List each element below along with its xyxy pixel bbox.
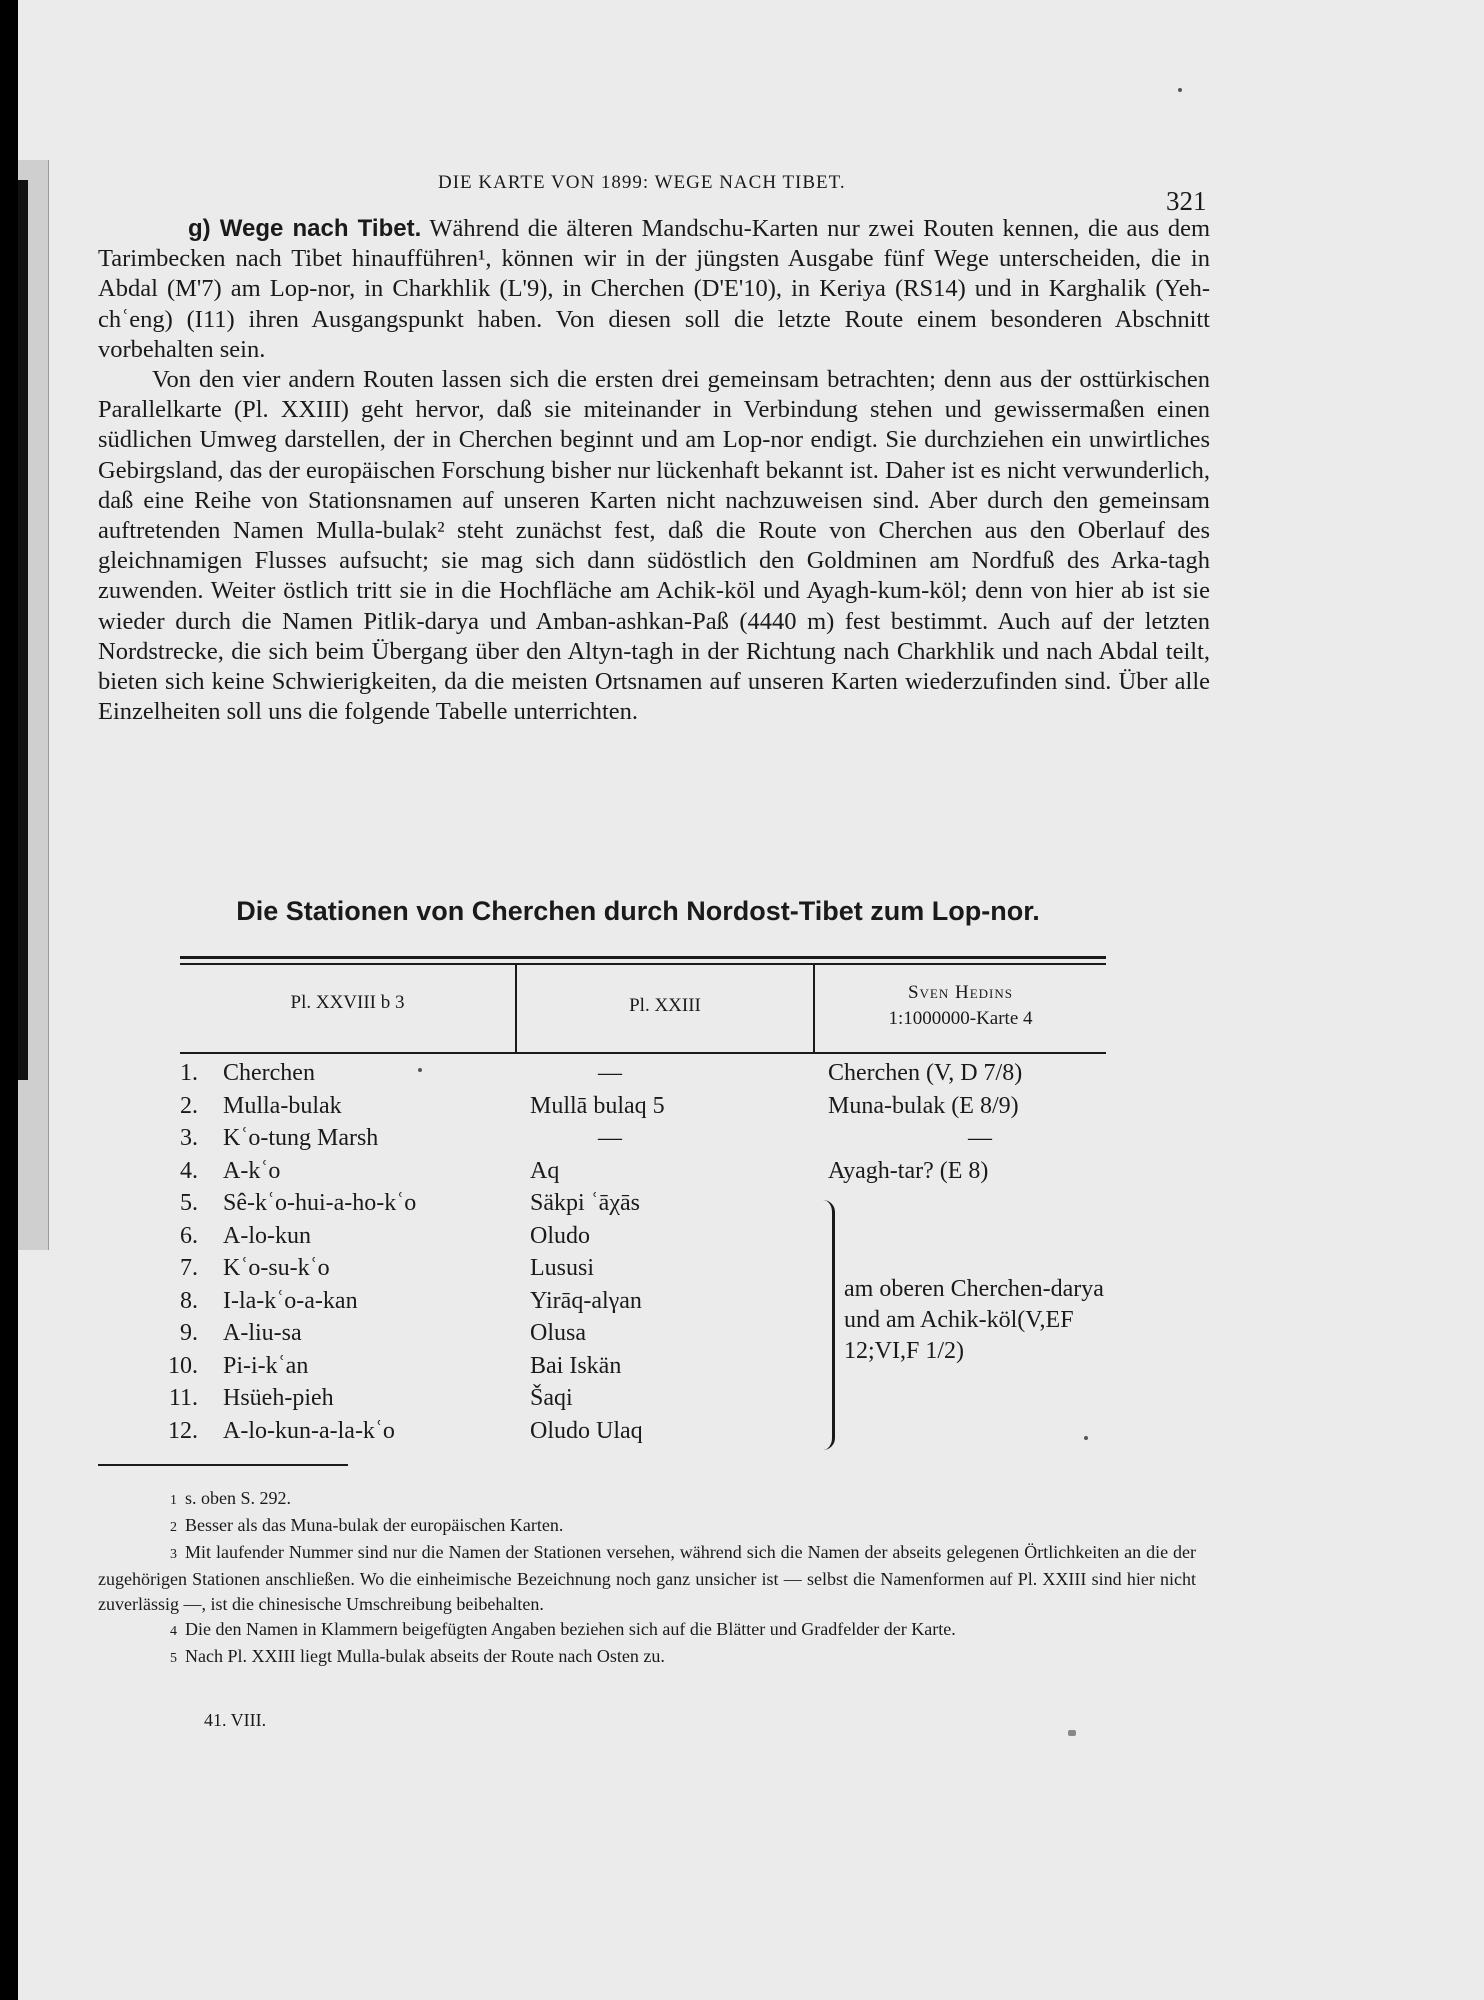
table-row	[18, 1093, 1484, 1125]
station-name: Hsüeh-pieh	[223, 1385, 334, 1411]
pl23-name: Bai Iskän	[530, 1352, 622, 1379]
station-name: A-lo-kun-a-la-kʿo	[223, 1417, 395, 1444]
footnote	[98, 1513, 1196, 1540]
row-number: 12.	[168, 1417, 198, 1444]
table-row	[18, 1158, 1484, 1190]
scanned-page	[18, 0, 1484, 2000]
table-row	[18, 1223, 1484, 1255]
station-name: A-kʿo	[223, 1157, 281, 1184]
table-top-rule-2	[180, 963, 1106, 965]
station-name: Kʿo-tung Marsh	[223, 1125, 379, 1151]
station-name: Pi-i-kʿan	[223, 1352, 309, 1379]
row-number: 11.	[168, 1385, 198, 1411]
footnotes	[98, 1486, 1196, 1671]
footnote-text: Mit laufender Nummer sind nur die Namen der Stationen versehen, während sich die Namen der abseits gelegenen Örtlichkeiten an die der zugehörigen Stationen anschließen. Wo die einheimische Bezeichnung noch ganz unsicher ist — selbst die Namenformen auf Pl. XXIII sind hier nicht zuverlässig —, ist die chinesische Umschreibung beibehalten.	[98, 1542, 1196, 1614]
footnote	[98, 1486, 1196, 1513]
section-heading: g) Wege nach Tibet.	[188, 215, 422, 242]
station-name: Mulla-bulak	[223, 1092, 342, 1119]
row-number: 5.	[180, 1190, 198, 1216]
footnote-number: 1	[170, 1493, 177, 1508]
station-name: A-lo-kun	[223, 1222, 311, 1249]
row-number: 4.	[180, 1157, 198, 1184]
table-header-rule	[180, 1052, 1106, 1054]
paragraph-2: Von den vier andern Routen lassen sich die ersten drei gemeinsam betrachten; denn aus der osttürkischen Parallelkarte (Pl. XXIII) geht hervor, daß sie miteinander in Verbindung stehen und gewissermaßen einen südlichen Umweg darstellen, der in Cherchen beginnt und am Lop-nor endigt. Sie durchziehen ein unwirtliches Gebirgsland, das der europäischen Forschung bisher nur lückenhaft bekannt ist. Daher ist es nicht verwunderlich, daß eine Reihe von Stationsnamen auf unseren Karten nicht nachzuweisen sind. Aber durch den gemeinsam auftretenden Namen Mulla-bulak² steht zunächst fest, daß die Route von Cherchen aus den Oberlauf des gleichnamigen Flusses aufsucht; sie mag sich dann südöstlich den Goldminen am Nordfuß des Arka-tagh zuwenden. Weiter östlich tritt sie in die Hochfläche am Achik-köl und Ayagh-kum-köl; denn von hier ab ist sie wieder durch die Namen Pitlik-darya und Amban-ashkan-Paß (4440 m) fest bestimmt. Auch auf der letzten Nordstrecke, die sich beim Übergang über den Altyn-tagh in der Richtung nach Charkhlik und nach Abdal teilt, bieten sich keine Schwierigkeiten, da die meisten Ortsnamen auf unseren Karten wiederzufinden sind. Über alle Einzelheiten soll uns die folgende Tabelle unterrichten.	[98, 366, 1210, 726]
print-speck	[1068, 1730, 1076, 1736]
footnote	[98, 1644, 1196, 1671]
table-row	[18, 1385, 1484, 1417]
pl23-name: Olusa	[530, 1320, 586, 1346]
row-number: 2.	[180, 1092, 198, 1119]
row-number: 9.	[180, 1320, 198, 1346]
pl23-name: —	[598, 1125, 622, 1151]
hedin-name: Ayagh-tar? (E 8)	[828, 1157, 989, 1184]
body-text	[98, 214, 1210, 727]
hedin-name: Muna-bulak (E 8/9)	[828, 1092, 1019, 1119]
footnote	[98, 1540, 1196, 1617]
pl23-name: Aq	[530, 1157, 560, 1184]
binding-shadow	[18, 180, 28, 1080]
table-row	[18, 1255, 1484, 1287]
table-row	[18, 1288, 1484, 1320]
footnote-text: Nach Pl. XXIII liegt Mulla-bulak abseits der Route nach Osten zu.	[185, 1646, 665, 1666]
hedin-name: —	[968, 1125, 992, 1151]
footnote-text: Die den Namen in Klammern beigefügten Angaben beziehen sich auf die Blätter und Gradfelder der Karte.	[185, 1619, 956, 1639]
table-title: Die Stationen von Cherchen durch Nordost-Tibet zum Lop-nor.	[236, 896, 1040, 926]
table-row	[18, 1125, 1484, 1157]
row-number: 1.	[180, 1060, 198, 1086]
row-number: 3.	[180, 1125, 198, 1151]
station-name: Cherchen	[223, 1060, 315, 1086]
pl23-name: Oludo	[530, 1222, 590, 1249]
table-row	[18, 1060, 1484, 1092]
station-name: Kʿo-su-kʿo	[223, 1255, 330, 1281]
table-row	[18, 1320, 1484, 1352]
column-header-pl28: Pl. XXVIII b 3	[290, 992, 405, 1013]
pl23-name: Mullā bulaq 5	[530, 1092, 665, 1119]
footnote-number: 5	[170, 1651, 177, 1666]
page-number: 321	[1166, 186, 1207, 216]
footnote-text: s. oben S. 292.	[185, 1488, 292, 1508]
print-speck	[1178, 88, 1182, 92]
column-header-hedin-line2: 1:1000000-Karte 4	[888, 1008, 1033, 1029]
station-name: A-liu-sa	[223, 1320, 302, 1346]
table-row	[18, 1418, 1484, 1450]
column-header-hedin-line1: Sven Hedins	[907, 982, 1014, 1003]
footnote-text: Besser als das Muna-bulak der europäischen Karten.	[185, 1515, 564, 1535]
column-header-hedin	[815, 980, 1106, 1032]
footnote-number: 2	[170, 1520, 177, 1535]
table-row	[18, 1353, 1484, 1385]
column-header-pl23: Pl. XXIII	[629, 995, 701, 1016]
pl23-name: Oludo Ulaq	[530, 1417, 643, 1444]
print-speck	[1084, 1436, 1088, 1440]
footnote	[98, 1617, 1196, 1644]
signature-mark: 41. VIII.	[204, 1710, 267, 1730]
brace-annotation: am oberen Cherchen-darya und am Achik-köl(V,EF 12;VI,F 1/2)	[844, 1276, 1104, 1364]
footnote-number: 4	[170, 1624, 177, 1639]
footnote-number: 3	[170, 1547, 177, 1562]
footnote-rule	[98, 1464, 348, 1466]
pl23-name: Šaqi	[530, 1385, 573, 1411]
station-name: I-la-kʿo-a-kan	[223, 1287, 358, 1314]
paragraph-1	[98, 214, 1210, 365]
pl23-name: Lususi	[530, 1255, 595, 1281]
row-number: 10.	[168, 1352, 198, 1379]
row-number: 6.	[180, 1222, 198, 1249]
pl23-name: Yirāq-alγan	[530, 1287, 642, 1314]
pl23-name: —	[598, 1060, 622, 1086]
table-top-rule	[180, 956, 1106, 959]
pl23-name: Säkpi ʿāχās	[530, 1190, 640, 1216]
hedin-name: Cherchen (V, D 7/8)	[828, 1060, 1023, 1086]
paragraph-1-text: Während die älteren Mandschu-Karten nur zwei Routen kennen, die aus dem Tarimbecken nach Tibet hinaufführen¹, können wir in der jüngsten Ausgabe fünf Wege unterscheiden, die in Abdal (M'7) am Lop-nor, in Charkhlik (L'9), in Cherchen (D'E'10), in Keriya (RS14) und in Karghalik (Yeh-chʿeng) (I11) ihren Ausgangspunkt haben. Von diesen soll die letzte Route einem besonderen Abschnitt vorbehalten sein.	[98, 215, 1211, 363]
row-number: 7.	[180, 1255, 198, 1281]
grouping-brace	[818, 1200, 835, 1450]
row-number: 8.	[180, 1287, 198, 1314]
running-head: DIE KARTE VON 1899: WEGE NACH TIBET.	[438, 172, 846, 193]
table-row	[18, 1190, 1484, 1222]
print-speck	[418, 1068, 422, 1072]
station-name: Sê-kʿo-hui-a-ho-kʿo	[223, 1190, 417, 1216]
